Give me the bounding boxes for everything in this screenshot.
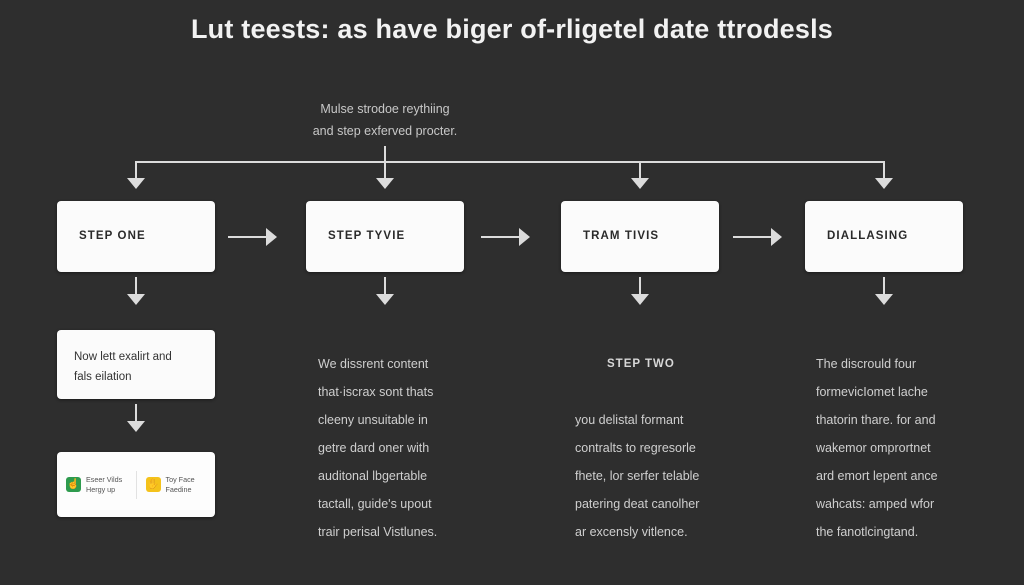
connector-step-1-2 — [228, 236, 268, 238]
subtitle-line-2: and step exferved procter. — [312, 124, 458, 138]
detail-column-2-line-6: tactall, guide's upout — [318, 497, 432, 511]
detail-column-4-line-5: ard emort lepent ance — [816, 469, 938, 483]
bus-horizontal — [135, 161, 884, 163]
logo-card[interactable] — [57, 452, 215, 517]
logo-item-2-caption-line-1: Toy Face — [165, 474, 195, 484]
arrow-right-step-2-3-icon — [519, 228, 530, 246]
arrow-down-into-step-4-icon — [875, 178, 893, 189]
detail-column-3-line-4: patering deat canolher — [575, 497, 700, 511]
arrow-right-step-3-4-icon — [771, 228, 782, 246]
detail-column-2-line-1: We dissrent content — [318, 357, 429, 371]
note-card-text — [74, 347, 202, 387]
detail-column-2-line-4: getre dard oner with — [318, 441, 430, 455]
detail-column-3 — [575, 406, 750, 546]
logo-item-1-caption-line-2: Hergy up — [86, 484, 116, 494]
detail-column-3-heading — [607, 350, 772, 378]
detail-column-2-line-5: auditonal lbgertable — [318, 469, 428, 483]
step-box-2[interactable] — [306, 201, 464, 272]
detail-column-4 — [816, 350, 991, 546]
subtitle-block — [290, 98, 480, 142]
bus-stem — [384, 146, 386, 162]
logo-item-1-caption — [86, 475, 122, 495]
detail-column-4-line-2: formevicIomet lache — [816, 385, 928, 399]
arrow-down-logo-card-icon — [127, 421, 145, 432]
arrow-down-into-step-1-icon — [127, 178, 145, 189]
detail-column-4-line-1: The discrould four — [816, 357, 917, 371]
green-leaf-icon: ☝ — [67, 479, 80, 490]
detail-column-4-line-3: thatorin thare. for and — [816, 413, 936, 427]
arrow-down-detail-4-icon — [875, 294, 893, 305]
note-card-line-2: fals eilation — [74, 371, 132, 383]
step-box-1-label: STEP ONE — [79, 230, 146, 242]
note-card-column-1[interactable] — [57, 330, 215, 399]
arrow-down-detail-1-icon — [127, 294, 145, 305]
arrow-down-detail-2-icon — [376, 294, 394, 305]
detail-column-2 — [318, 350, 483, 546]
page-title: Lut teests: as have biger of-rligetel date ttrodesls — [190, 14, 834, 44]
logo-item-2[interactable] — [137, 475, 216, 495]
detail-column-2-line-7: trair perisal Vistlunes. — [318, 525, 438, 539]
connector-step-2-3 — [481, 236, 521, 238]
arrow-down-detail-3-icon — [631, 294, 649, 305]
connector-step-3-4 — [733, 236, 773, 238]
subtitle-line-1: Mulse strodoe reythiing — [320, 102, 450, 116]
detail-column-4-line-4: wakemor omprortnet — [816, 441, 931, 455]
logo-item-2-caption — [166, 475, 195, 495]
logo-item-1[interactable] — [57, 475, 136, 495]
detail-column-2-line-2: that·iscrax sont thats — [318, 385, 434, 399]
detail-column-3-line-2: contralts to regresorle — [575, 441, 696, 455]
logo-item-2-caption-line-2: Faedine — [165, 484, 192, 494]
detail-column-3-line-5: ar excensly vitlence. — [575, 525, 688, 539]
logo-item-1-caption-line-1: Eseer Vilds — [86, 474, 123, 484]
detail-column-4-line-7: the fanotlcingtand. — [816, 525, 919, 539]
step-box-2-label: STEP TYVIE — [328, 230, 406, 242]
step-box-1[interactable] — [57, 201, 215, 272]
step-box-4[interactable] — [805, 201, 963, 272]
yellow-hand-icon: ✋ — [146, 479, 160, 490]
arrow-down-into-step-2-icon — [376, 178, 394, 189]
arrow-right-step-1-2-icon — [266, 228, 277, 246]
detail-column-3-heading-text: STEP TWO — [607, 358, 675, 370]
detail-column-4-line-6: wahcats: amped wfor — [816, 497, 935, 511]
detail-column-3-line-3: fhete, lor serfer telable — [575, 469, 700, 483]
detail-column-3-line-1: you delistal formant — [575, 413, 684, 427]
step-box-3[interactable] — [561, 201, 719, 272]
note-card-line-1: Now lett exalirt and — [74, 351, 172, 363]
arrow-down-into-step-3-icon — [631, 178, 649, 189]
step-box-3-label: TRAM TIVIS — [583, 230, 660, 242]
step-box-4-label: DIALLASING — [827, 230, 909, 242]
detail-column-2-line-3: cleeny unsuitable in — [318, 413, 428, 427]
